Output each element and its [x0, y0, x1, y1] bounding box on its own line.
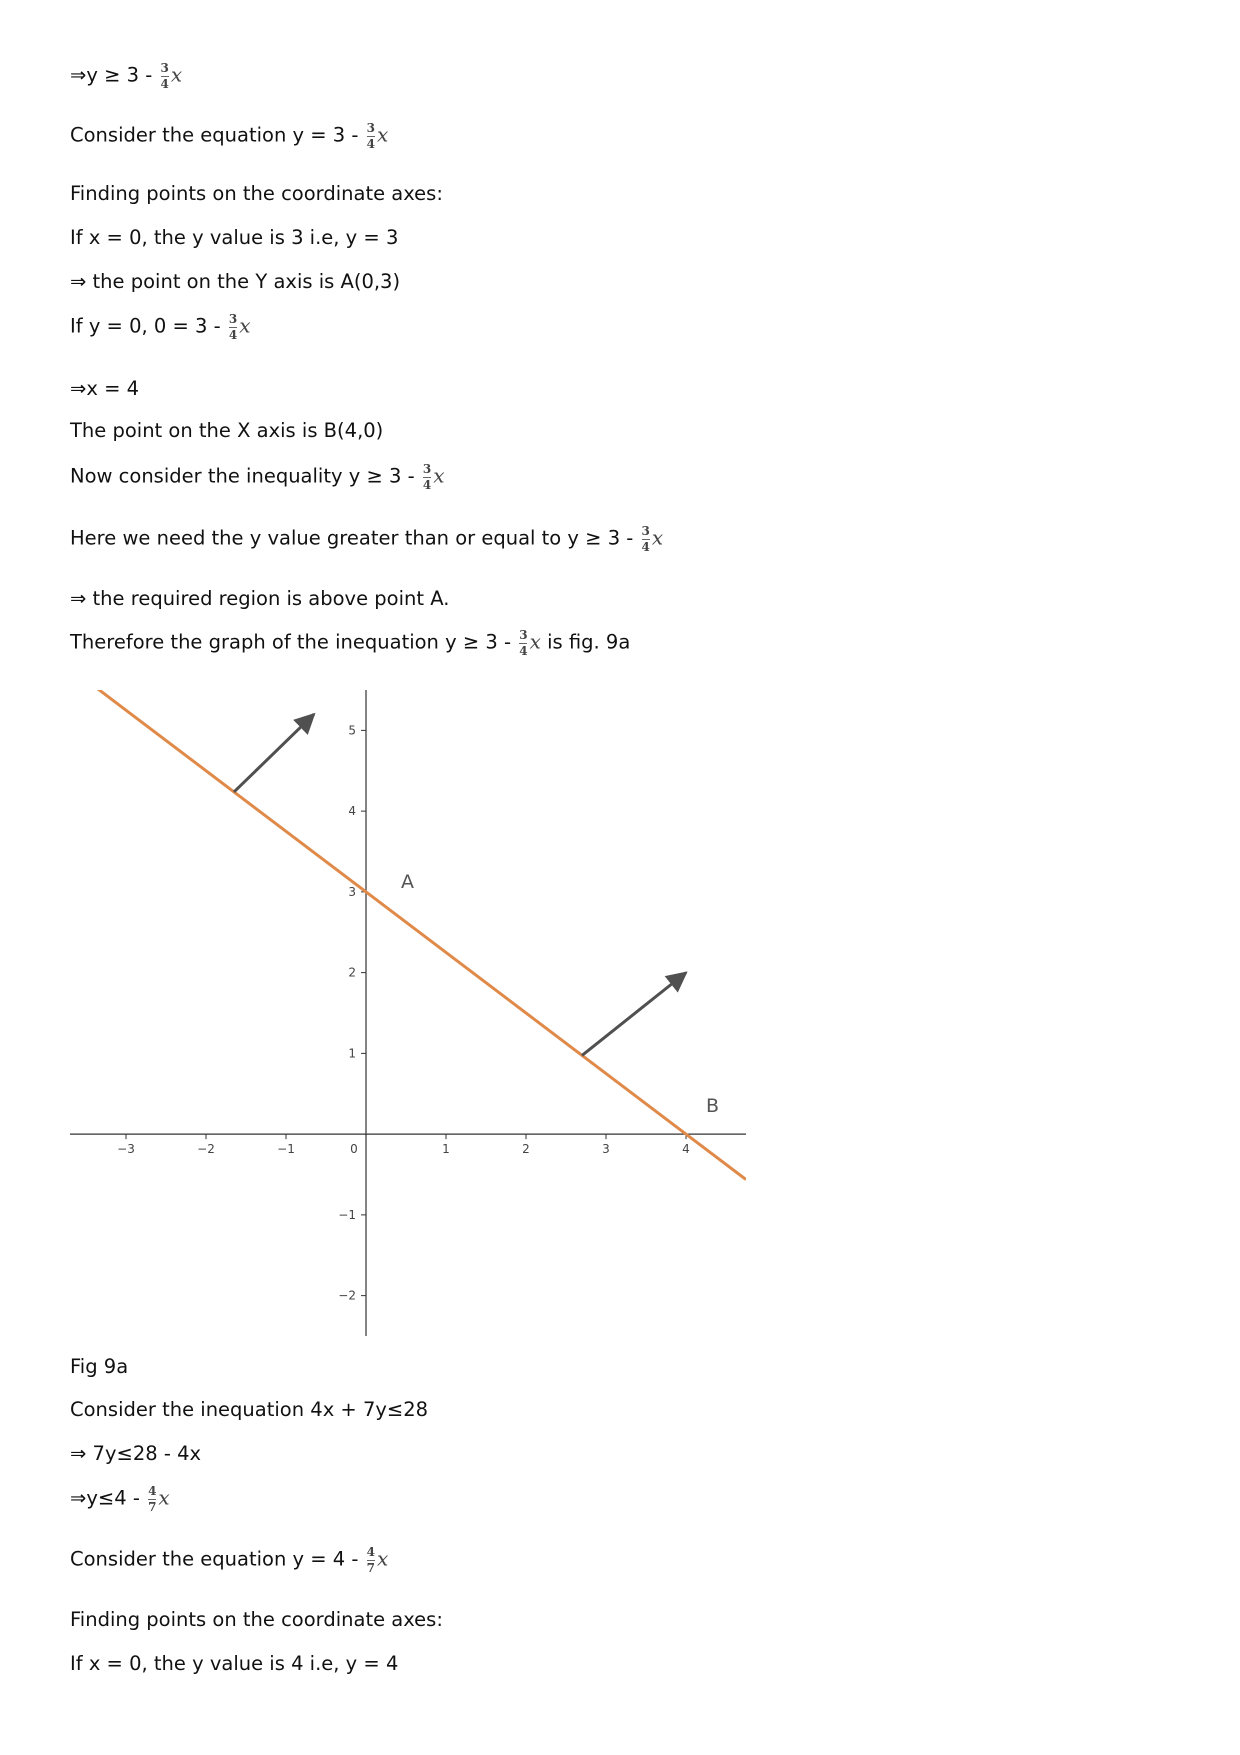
- x-tick-label: −2: [197, 1142, 215, 1157]
- fraction: $\frac{3}{4}$: [422, 462, 432, 492]
- region-arrow: [234, 714, 314, 792]
- y-tick-label: 4: [348, 804, 356, 819]
- fraction: $\frac{3}{4}$: [228, 312, 238, 342]
- text-line: Consider the equation y = 4 - $\frac{4}{7}$ x: [70, 1545, 389, 1575]
- y-tick-label: 3: [348, 884, 356, 899]
- text-line: Consider the equation y = 3 - $\frac{3}{4}$ x: [70, 121, 389, 151]
- y-tick-label: 5: [348, 723, 356, 738]
- fraction: $\frac{3}{4}$: [641, 524, 650, 554]
- text-line: Here we need the y value greater than or equal to y ≥ 3 - $\frac{3}{4}$ x: [70, 524, 664, 554]
- text-line: ⇒y≤4 - $\frac{4}{7}$ x: [70, 1484, 170, 1514]
- x-tick-label: −3: [117, 1142, 135, 1157]
- text-line: Now consider the inequality y ≥ 3 - $\frac{3}{4}$ x: [70, 462, 445, 492]
- y-tick-label: 1: [348, 1046, 356, 1061]
- y-tick-label: −1: [338, 1207, 356, 1222]
- x-tick-label: 2: [522, 1142, 530, 1157]
- text-line: ⇒ the point on the Y axis is A(0,3): [70, 270, 401, 293]
- fraction: $\frac{3}{4}$: [366, 121, 375, 151]
- fraction: $\frac{4}{7}$: [366, 1545, 375, 1575]
- point-label-a: A: [401, 870, 414, 893]
- text-line: The point on the X axis is B(4,0): [70, 419, 384, 442]
- figure-caption: Fig 9a: [70, 1355, 129, 1378]
- y-tick-label: −2: [338, 1288, 356, 1303]
- text-line: Finding points on the coordinate axes:: [70, 1608, 443, 1631]
- fraction: $\frac{3}{4}$: [160, 61, 169, 91]
- point-label-b: B: [706, 1095, 720, 1118]
- text-line: If x = 0, the y value is 3 i.e, y = 3: [70, 226, 399, 249]
- fraction: $\frac{4}{7}$: [148, 1484, 157, 1514]
- text-line: Finding points on the coordinate axes:: [70, 182, 443, 205]
- x-tick-label: 0: [350, 1142, 358, 1157]
- text-line: If y = 0, 0 = 3 - $\frac{3}{4}$ x: [70, 312, 251, 342]
- inequality-graph: [70, 690, 746, 1336]
- fraction: $\frac{3}{4}$: [519, 628, 528, 658]
- x-tick-label: 4: [682, 1142, 690, 1157]
- text-line: ⇒y ≥ 3 - $\frac{3}{4}$ x: [70, 61, 183, 91]
- text-line: If x = 0, the y value is 4 i.e, y = 4: [70, 1652, 399, 1675]
- text-line: Consider the inequation 4x + 7y≤28: [70, 1398, 429, 1421]
- text-line: ⇒x = 4: [70, 377, 140, 400]
- y-tick-label: 2: [348, 965, 356, 980]
- text-line: ⇒ 7y≤28 - 4x: [70, 1442, 202, 1465]
- x-tick-label: 1: [442, 1142, 450, 1157]
- x-tick-label: 3: [602, 1142, 610, 1157]
- x-tick-label: −1: [277, 1142, 295, 1157]
- text-line: Therefore the graph of the inequation y ≥ 3 - $\frac{3}{4}$ x is fig. 9a: [70, 628, 631, 658]
- boundary-line: [70, 690, 746, 1180]
- text-line: ⇒ the required region is above point A.: [70, 587, 450, 610]
- region-arrow: [582, 973, 686, 1056]
